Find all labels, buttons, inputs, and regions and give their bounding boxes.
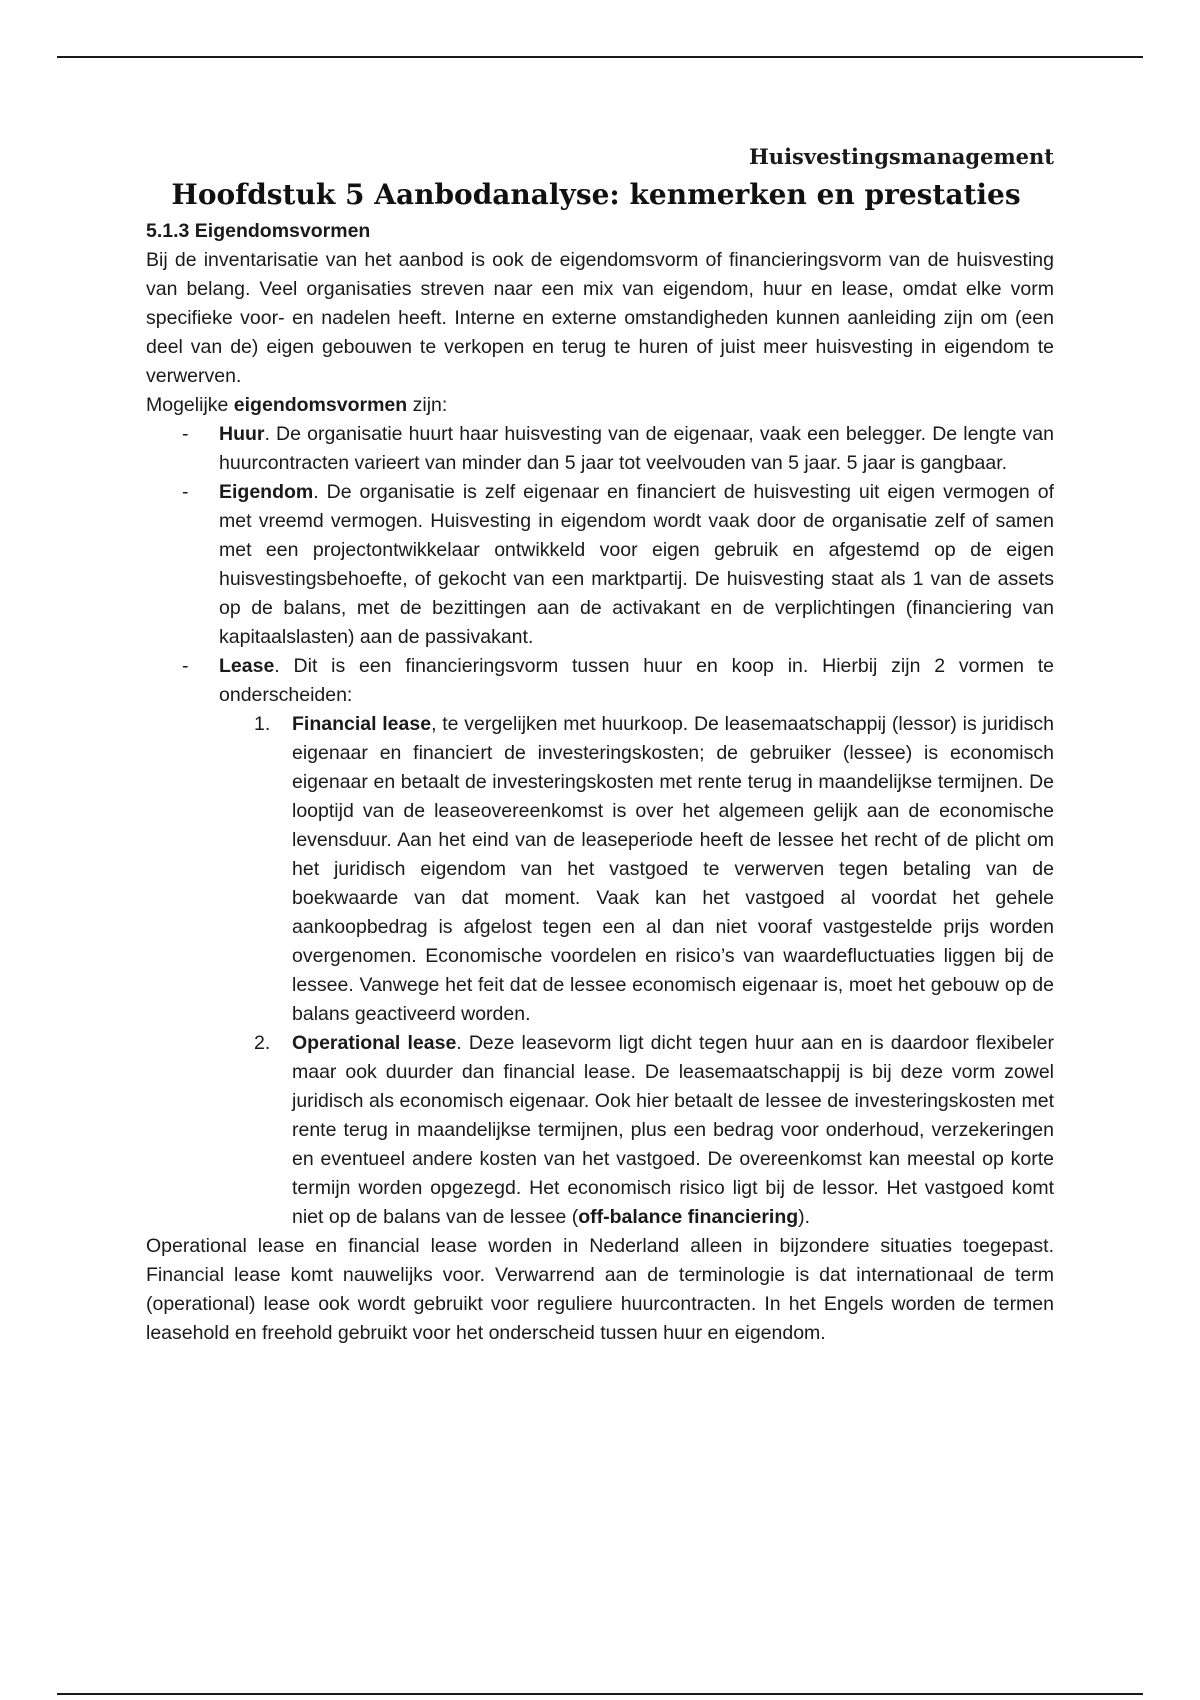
text-financial-lease: , te vergelijken met huurkoop. De leasemaatschappij (lessor) is juridisch eigenaar en financiert de investeringskosten; de gebruiker (lessee) is economisch eigenaar en betaalt de investeringskosten met rente terug in maandelijkse termijnen. De looptijd van de leaseovereenkomst is over het algemeen gelijk aan de economische levensduur. Aan het eind van de leaseperiode heeft de lessee het recht of de plicht om het juridisch eigendom van het vastgoed te verwerven tegen betaling van de boekwaarde van dat moment. Vaak kan het vastgoed al voordat het gehele aankoopbedrag is afgelost tegen een al dan niet vooraf vastgestelde prijs worden overgenomen. Economische voordelen en risico’s van waardefluctuaties liggen bij de lessee. Vanwege het feit dat de lessee economisch eigenaar is, moet het gebouw op de balans geactiveerd worden. [292, 713, 1054, 1025]
running-title: Huisvestingsmanagement [748, 144, 1054, 169]
number-marker: 1. [254, 713, 271, 735]
list-item-lease [146, 652, 1054, 710]
operational-lease-tail: ). [798, 1206, 811, 1228]
dash-marker: - [182, 481, 189, 503]
off-balance-term: off-balance financiering [578, 1206, 799, 1228]
list-lead-after: zijn: [407, 394, 448, 416]
text-operational-lease: . Deze leasevorm ligt dicht tegen huur aan en is daardoor flexibeler maar ook duurder dan financial lease. De leasemaatschappij is bij deze vorm zowel juridisch als economisch eigenaar. Ook hier betaalt de lessee de investeringskosten met rente terug in maandelijkse termijnen, plus een bedrag voor onderhoud, verzekeringen en eventueel andere kosten van het vastgoed. De overeenkomst kan meestal op korte termijn worden opgezegd. Het economisch risico ligt bij de lessor. Het vastgoed komt niet op de balans van de lessee ( [292, 1032, 1054, 1228]
term-huur: Huur [219, 423, 265, 445]
intro-paragraph: Bij de inventarisatie van het aanbod is ook de eigendomsvorm of financieringsvorm van de huisvesting van belang. Veel organisaties streven naar een mix van eigendom, huur en lease, omdat elke vorm specifieke voor- en nadelen heeft. Interne en externe omstandigheden kunnen aanleiding zijn om (een deel van de) eigen gebouwen te verkopen en terug te huren of juist meer huisvesting in eigendom te verwerven. [146, 249, 1054, 387]
dash-marker: - [182, 423, 189, 445]
number-marker: 2. [254, 1032, 271, 1054]
term-eigendom: Eigendom [219, 481, 314, 503]
dash-marker: - [182, 655, 189, 677]
chapter-title: Hoofdstuk 5 Aanbodanalyse: kenmerken en prestaties [171, 178, 1021, 211]
term-lease: Lease [219, 655, 275, 677]
section-heading: 5.1.3 Eigendomsvormen [146, 220, 371, 242]
page-content [146, 140, 1054, 1348]
text-lease: . Dit is een financieringsvorm tussen huur en koop in. Hierbij zijn 2 vormen te onderscheiden: [219, 655, 1054, 706]
bottom-rule [57, 1693, 1143, 1695]
term-operational-lease: Operational lease [292, 1032, 457, 1054]
list-item-operational-lease [146, 1029, 1054, 1232]
lease-types-list [146, 710, 1054, 1232]
ownership-forms-list [146, 420, 1054, 710]
closing-paragraph: Operational lease en financial lease worden in Nederland alleen in bijzondere situaties toegepast. Financial lease komt nauwelijks voor. Verwarrend aan de terminologie is dat internationaal de term (operational) lease ook wordt gebruikt voor reguliere huurcontracten. In het Engels worden de termen leasehold en freehold gebruikt voor het onderscheid tussen huur en eigendom. [146, 1235, 1054, 1344]
list-item-eigendom [146, 478, 1054, 652]
text-eigendom: . De organisatie is zelf eigenaar en financiert de huisvesting uit eigen vermogen of met vreemd vermogen. Huisvesting in eigendom wordt vaak door de organisatie zelf of samen met een projectontwikkelaar ontwikkeld voor eigen gebruik en afgestemd op de eigen huisvestingsbehoefte, of gekocht van een marktpartij. De huisvesting staat als 1 van de assets op de balans, met de bezittingen aan de activakant en de verplichtingen (financiering van kapitaalslasten) aan de passivakant. [219, 481, 1054, 648]
term-financial-lease: Financial lease [292, 713, 432, 735]
list-lead-bold: eigendomsvormen [233, 394, 408, 416]
list-lead-before: Mogelijke [146, 394, 234, 416]
list-item-huur [146, 420, 1054, 478]
list-lead [146, 391, 1054, 420]
text-huur: . De organisatie huurt haar huisvesting van de eigenaar, vaak een belegger. De lengte van huurcontracten varieert van minder dan 5 jaar tot veelvouden van 5 jaar. 5 jaar is gangbaar. [219, 423, 1054, 474]
top-rule [57, 56, 1143, 58]
list-item-financial-lease [146, 710, 1054, 1029]
